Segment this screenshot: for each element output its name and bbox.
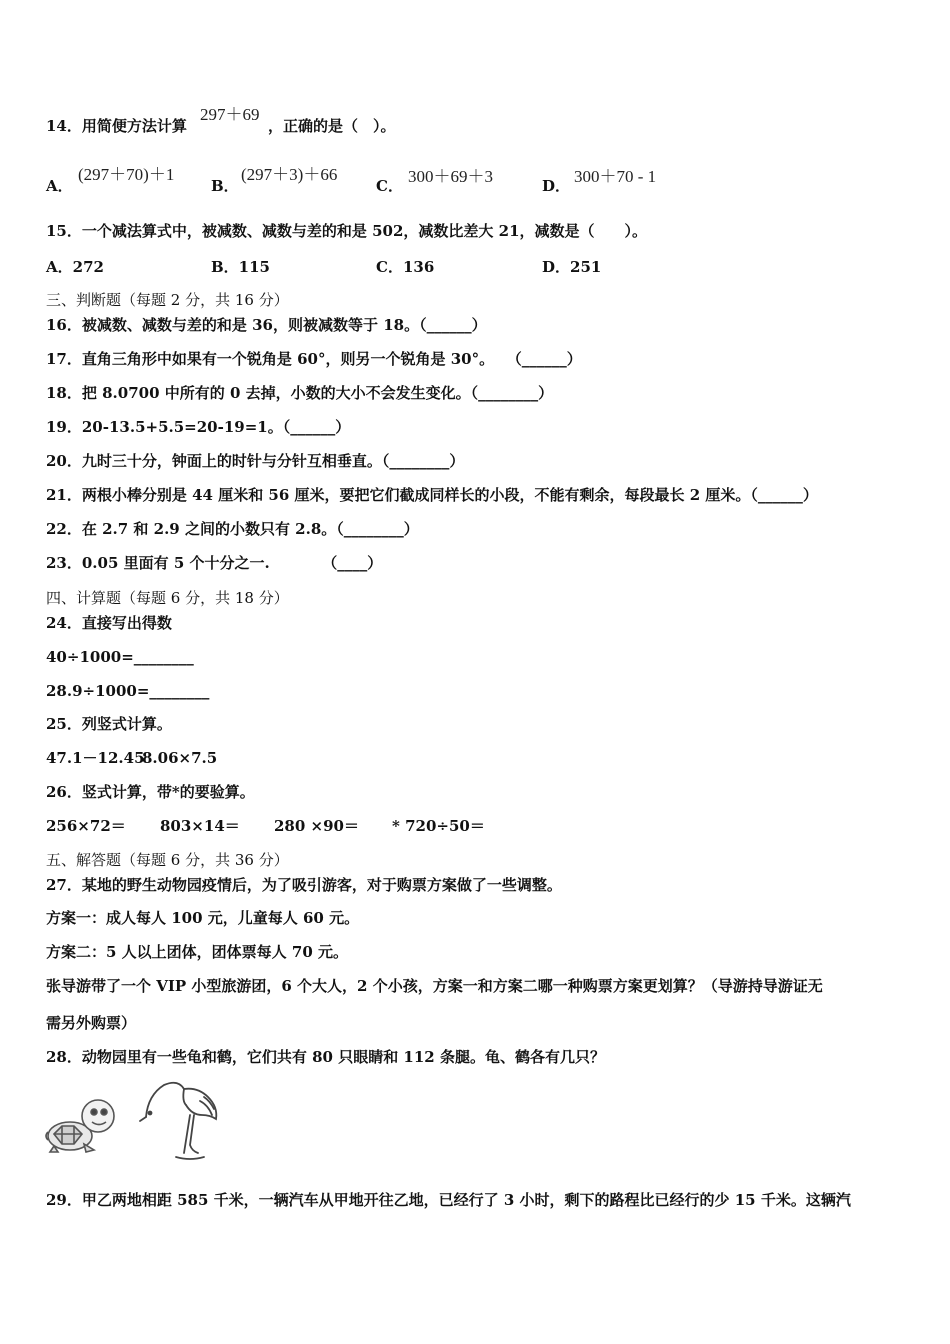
q27-line-5: 需另外购票） (46, 1014, 137, 1032)
q14-option-a-expr: (297＋70)＋1 (78, 165, 175, 184)
q15-option-c: C．136 (376, 258, 435, 276)
q14-option-b-expr: (297＋3)＋66 (241, 165, 338, 184)
q26-item-1: 256×72＝ (46, 817, 126, 835)
q14-suffix: ，正确的是（ ）。 (268, 117, 396, 135)
q24-item-2: 28.9÷1000=________ (46, 682, 210, 700)
q25-title: 25．列竖式计算。 (46, 715, 172, 733)
q16: 16．被减数、减数与差的和是 36，则被减数等于 18。（______） (46, 316, 487, 334)
q14-expression: 297＋69 (200, 105, 260, 124)
q14-option-b-label: B． (211, 177, 239, 195)
q22: 22．在 2.7 和 2.9 之间的小数只有 2.8。（________） (46, 520, 419, 538)
q24-item-1: 40÷1000=________ (46, 648, 194, 666)
q14-option-d-label: D． (542, 177, 571, 195)
q28-stem: 28．动物园里有一些龟和鹤，它们共有 80 只眼睛和 112 条腿。龟、鹤各有几只？ (46, 1048, 605, 1066)
q27-line-3: 方案二：5 人以上团体，团体票每人 70 元。 (46, 943, 348, 961)
q20: 20．九时三十分，钟面上的时针与分针互相垂直。（________） (46, 452, 465, 470)
section-5-heading: 五、解答题（每题 6 分，共 36 分） (46, 851, 289, 869)
q14-option-c-label: C． (376, 177, 403, 195)
q19: 19．20-13.5+5.5=20-19=1。（______） (46, 418, 351, 436)
q14-option-a-label: A． (46, 177, 73, 195)
q18: 18．把 8.0700 中所有的 0 去掉，小数的大小不会发生变化。（________） (46, 384, 554, 402)
q15-option-b: B．115 (211, 258, 270, 276)
section-3-heading: 三、判断题（每题 2 分，共 16 分） (46, 291, 289, 309)
q14-prefix: 14．用简便方法计算 (46, 117, 187, 135)
q24-title: 24．直接写出得数 (46, 614, 172, 632)
crane-illustration (138, 1075, 224, 1167)
turtle-illustration (44, 1080, 122, 1160)
q27-line-1: 27．某地的野生动物园疫情后，为了吸引游客，对于购票方案做了一些调整。 (46, 876, 562, 894)
q14-stem (46, 116, 187, 136)
q29-stem: 29．甲乙两地相距 585 千米，一辆汽车从甲地开往乙地，已经行了 3 小时，剩下的路程比已经行的少 15 千米。这辆汽 (46, 1191, 851, 1209)
q14-option-c-expr: 300＋69＋3 (408, 167, 493, 186)
q26-item-2: 803×14＝ (160, 817, 240, 835)
q26-title: 26．竖式计算，带*的要验算。 (46, 783, 255, 801)
q15-stem: 15．一个减法算式中，被减数、减数与差的和是 502，减数比差大 21，减数是（ ）。 (46, 222, 648, 240)
q23: 23．0.05 里面有 5 个十分之一. （____） (46, 554, 383, 572)
q15-option-a: A．272 (46, 258, 104, 276)
q17: 17．直角三角形中如果有一个锐角是 60°，则另一个锐角是 30°。 （______） (46, 350, 582, 368)
q27-line-4: 张导游带了一个 VIP 小型旅游团，6 个大人，2 个小孩，方案一和方案二哪一种购票方案更划算？（导游持导游证无 (46, 977, 823, 995)
section-4-heading: 四、计算题（每题 6 分，共 18 分） (46, 589, 289, 607)
q26-item-4: * 720÷50＝ (392, 817, 485, 835)
q27-line-2: 方案一：成人每人 100 元，儿童每人 60 元。 (46, 909, 360, 927)
q15-option-d: D．251 (542, 258, 602, 276)
q25-item-2: 8.06×7.5 (142, 749, 218, 767)
q14-option-d-expr: 300＋70 - 1 (574, 167, 657, 186)
q26-item-3: 280 ×90＝ (274, 817, 359, 835)
q25-item-1: 47.1－12.45 (46, 749, 145, 767)
q21: 21．两根小棒分别是 44 厘米和 56 厘米，要把它们截成同样长的小段，不能有剩余，每段最长 2 厘米。（______） (46, 486, 818, 504)
